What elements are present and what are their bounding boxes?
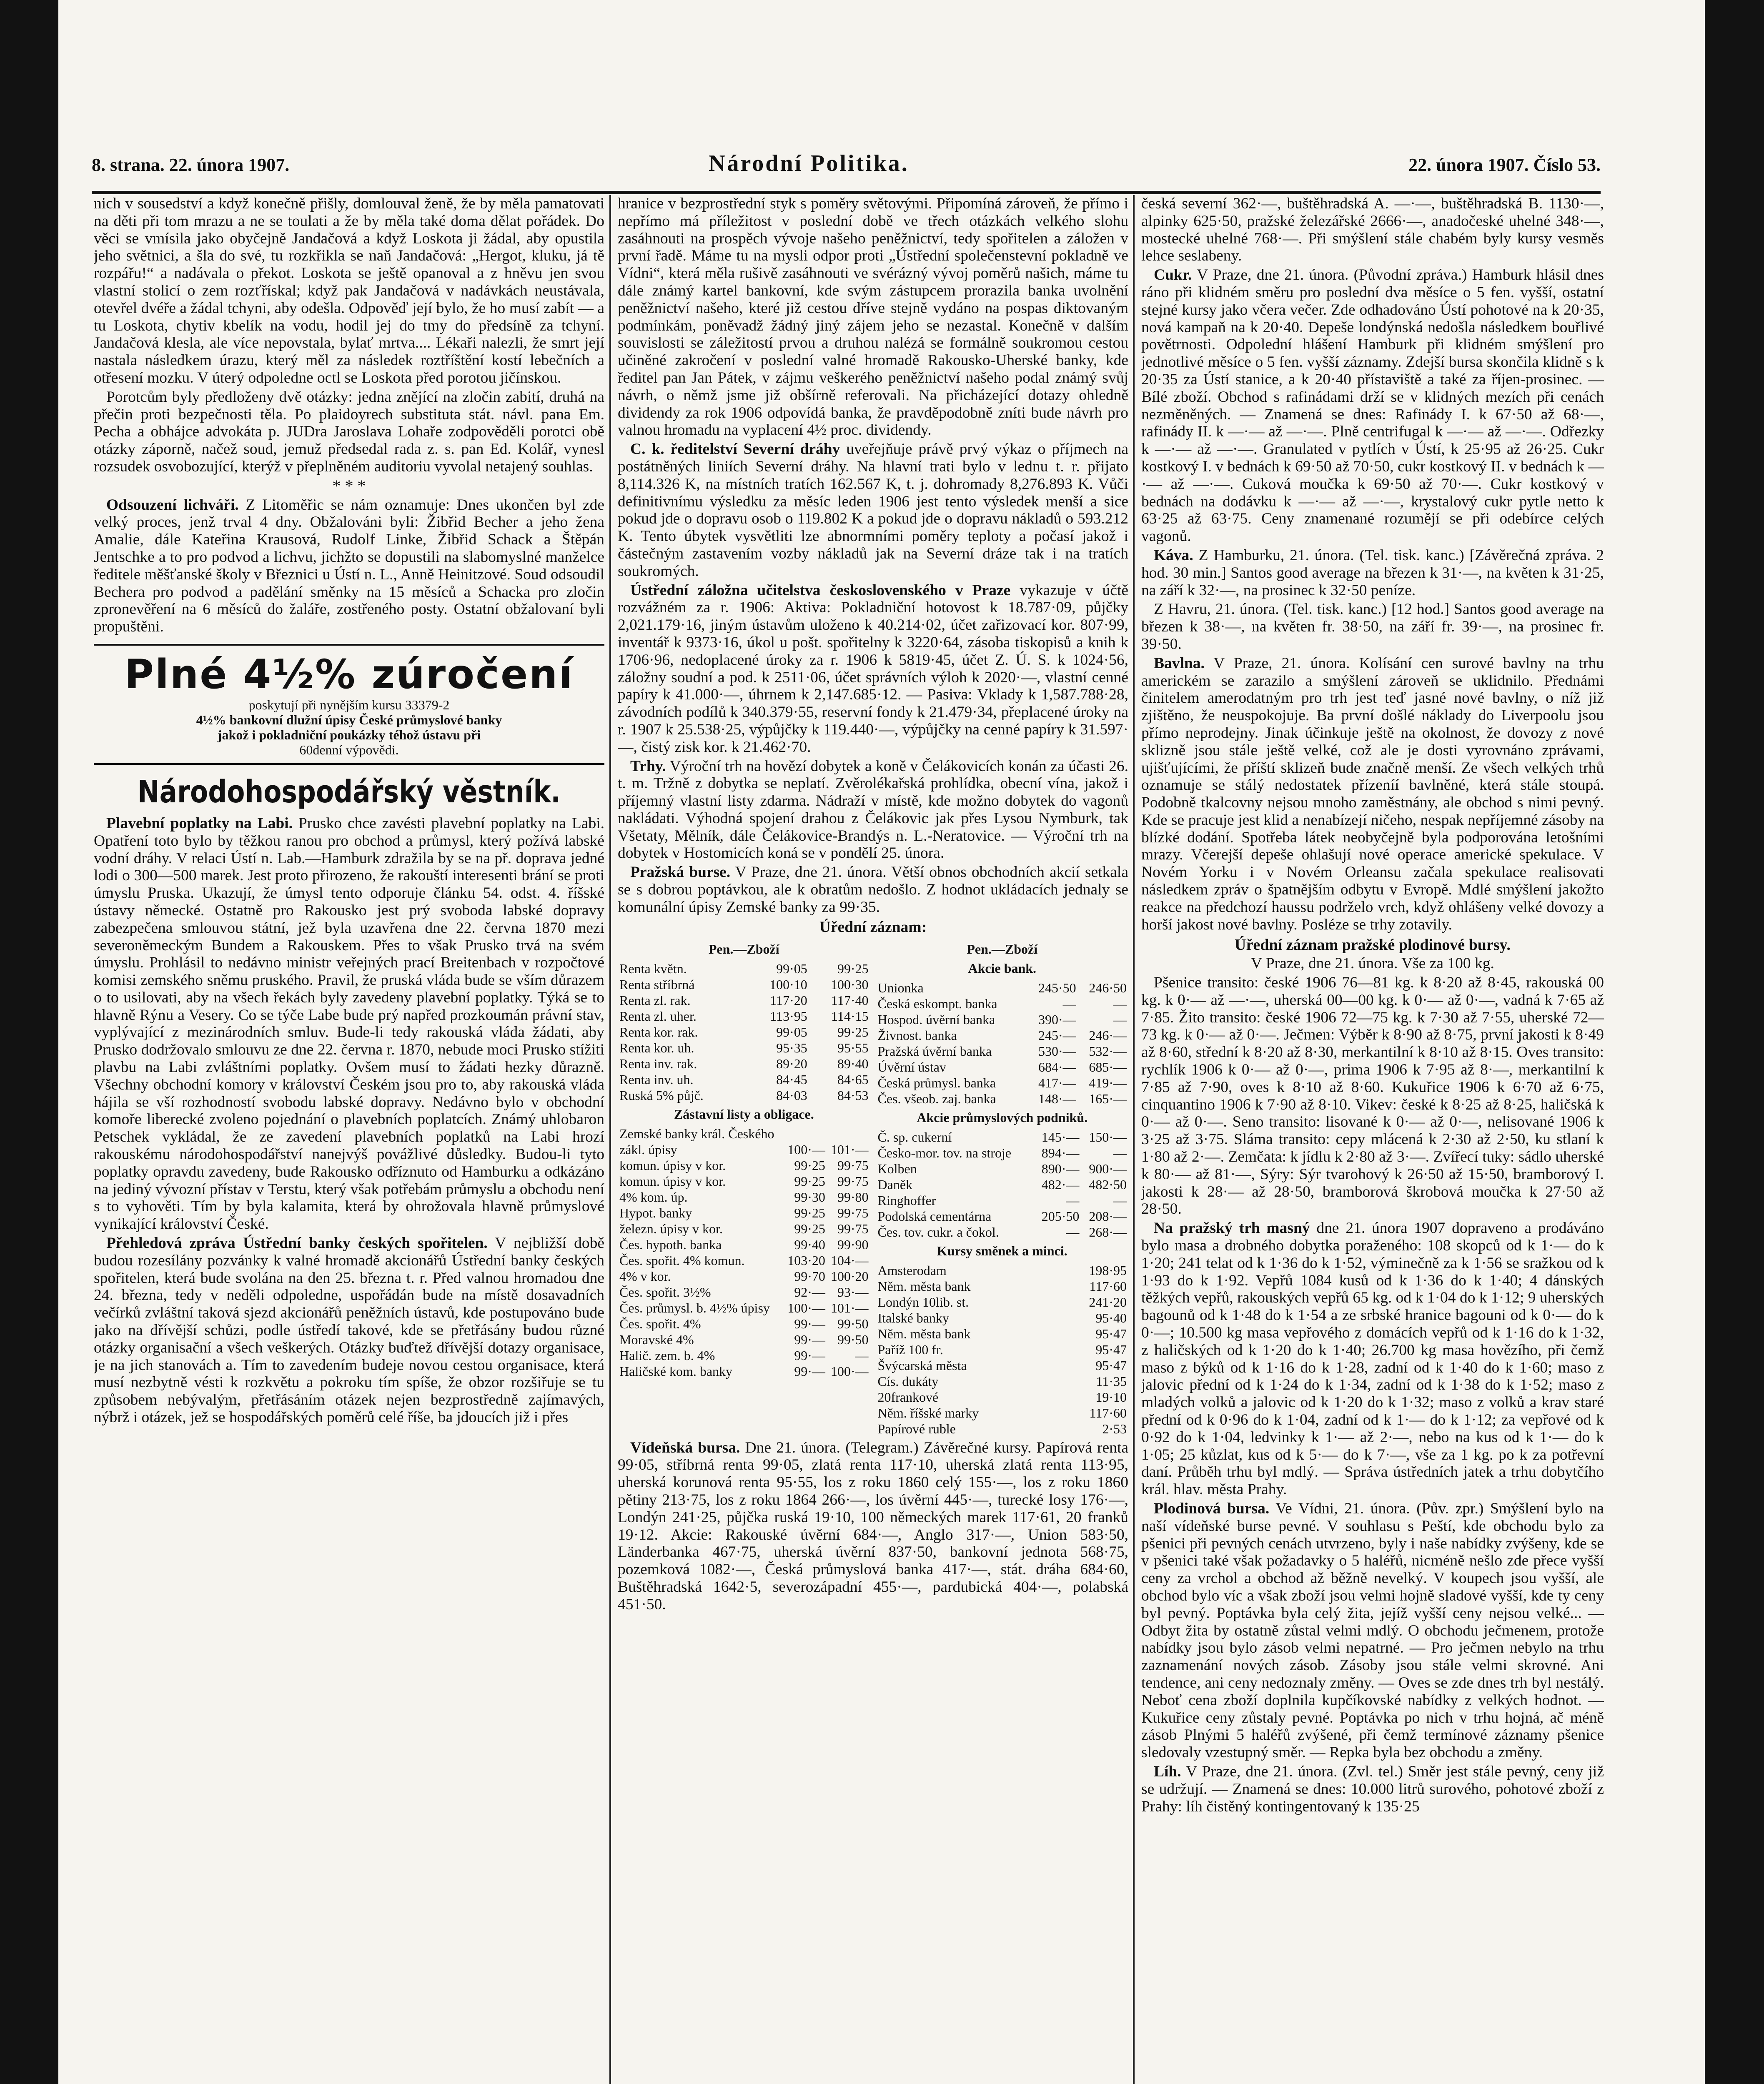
table-cell-value: 900·— [1089,1161,1127,1176]
table-cell-value: 99·05 [776,1024,807,1040]
table-row [876,1059,1129,1075]
table-row [876,1192,1129,1208]
table-row [618,1332,870,1348]
ad-line: 60denní výpovědi. [299,742,399,757]
table-cell-value: 92·— [794,1285,825,1300]
table-row [876,1421,1129,1437]
table-cell-value: 95·35 [776,1040,807,1056]
table-row [618,1237,870,1252]
table-cell-value: — [1113,1012,1127,1027]
table-cell-label: Renta inv. rak. [619,1056,697,1072]
table-cell-label: Renta kor. rak. [619,1024,698,1040]
table-cell-value: 99·05 [776,961,807,977]
table-cell-label: Papírové ruble [877,1421,956,1436]
column-divider [609,195,611,2084]
ad-line: 4½% bankovní dlužní úpisy České průmyslové banky [196,712,502,727]
table-cell-value: 99·25 [794,1158,825,1173]
table-row [876,1027,1129,1043]
article-paragraph: česká severní 362·—, buštěhradská A. —·—, buštěhradská B. 1130·—, alpinky 625·50, pražské železářské 2666·—, anadočeské uhelné 348·—, mostecké uhelné 768·—. Při smýšlení stále chabém byly kursy vesměs lehce seslabeny. [1141,195,1604,265]
table-cell-value: 100·— [830,1364,869,1379]
table-cell-value: 100·30 [830,977,869,992]
table-cell-value: 104·— [830,1253,869,1268]
table-cell-value: 148·— [1038,1091,1076,1107]
table-cell-value: 100·— [787,1142,825,1157]
table-cell-value: 95·47 [1095,1326,1127,1341]
bank-shares-table [876,980,1129,1107]
table-cell-value: 208·— [1089,1208,1127,1224]
article-paragraph: vykazuje v účtě rozvážném za r. 1906: Aktiva: Pokladniční hotovost k 18.787·09, půjčky 2,021.179·16, jiným ústavům uloženo k 40.214·02, účet zařizovací kor. 807·99, inventář k 9373·16, úkol u pošt. spořitelny k 3220·64, zásoba tiskopisů a knih k 1706·96, nedoplacené úroky za r. 1906 k 5819·45, účet Z. Ú. S. k 1024·56, záložny soudní a pod. k 2511·06, účet správních výloh k 2020·—, vlastní cenné papíry k 41.000·—, úhrnem k 2,147.685·12. — Pasiva: Vklady k 1,587.788·28, závodních podílů k 340.379·55, reservní fondy k 21.479·34, přeplacené úroky na r. 1907 k 25.538·25, výpůjčky k 119.440·—, výpůjčky na cenné papíry k 31.597·—, čistý zisk kor. k 21.462·70. [618,581,1128,756]
article-heading: Pražská burse. [630,864,731,881]
header-rule [92,191,1601,194]
table-row [876,1129,1129,1145]
table-cell-value: 99·— [794,1364,825,1379]
table-row [876,1224,1129,1240]
table-cell-value: 2·53 [1102,1421,1127,1436]
table-cell-label: Česká průmysl. banka [877,1075,996,1091]
article-heading: Na pražský trh masný [1154,1220,1310,1237]
column-1 [94,195,604,2084]
table-cell-label: Čes. všeob. zaj. banka [877,1091,996,1107]
table-cell-label: železn. úpisy v kor. [619,1221,723,1237]
table-cell-value: 99·50 [837,1316,869,1332]
table-cell-value: 99·25 [794,1221,825,1237]
rents-table [618,961,870,1103]
table-cell-value: 95·47 [1095,1342,1127,1357]
advertisement [94,644,604,765]
table-row [876,1389,1129,1405]
table-cell-label: Úvěrní ústav [877,1060,946,1075]
table-cell-value: 95·47 [1095,1358,1127,1373]
table-row [618,1268,870,1284]
table-cell-value: 245·50 [1038,980,1076,996]
table-cell-value: 100·20 [830,1269,869,1284]
table-cell-value: 103·20 [787,1253,825,1268]
table-cell-label: zákl. úpisy [619,1142,677,1157]
table-cell-value: 241·20 [1089,1294,1127,1310]
quotes-right [876,939,1129,1439]
table-row [618,992,870,1008]
table-subtitle: Akcie bank. [968,961,1037,976]
article-paragraph: Ve Vídni, 21. února. (Pův. zpr.) Smýšlení bylo na naší vídeňské burse pevné. V souhlasu s Peští, kde obchodu bylo za pšenici při pevných cenách utvrzeno, byly i naše nabídky zvýšeny, kde se v pšenici také však požadavky o 5 haléřů, nicméně nešlo zde přece vyšší ceny za vrchol a obchod až běžně nevelký. V koupech jsou vyšší, ale obchod bylo víc a však zboží jsou velmi hojně sladové vyšší, kde ty ceny byl pevný. Poptávka byla celý žita, jejíž vyšší ceny nejsou velké... — Odbyt žita by ostatně zůstal velmi mdlý. O obchodu ječmenem, protože nabídky jsou bylo zásob velmi nepatrné. — Pro ječmen nebylo na trhu zaznamenání nových zásob. Zásoby jsou stále velmi skrovné. Ani tendence, ani ceny nedoznaly změny. — Oves se zde dnes trh byl nestálý. Neboť cena zboží doplnila kupčíkovské nabídky z velkých hodnot. — Kukuřice ceny zůstaly pevné. Poptávka po nich v trhu hojná, ač méně zásob Plnými 5 haléřů zvýšené, při čemž termínové záznamy pšenice sledovaly vzestupný směr. — Repka byla bez obchodu a změny. [1141,1500,1604,1761]
table-row [876,1310,1129,1326]
table-row [618,1363,870,1379]
table-cell-label: Něm. města bank [877,1278,971,1294]
table-cell-value: 894·— [1041,1145,1080,1160]
article-heading: Plavební poplatky na Labi. [106,814,293,832]
table-cell-value: 99·25 [794,1174,825,1189]
table-row [876,1177,1129,1192]
article-heading: Líh. [1154,1763,1181,1780]
section-title: Národohospodářský věstník. [137,774,561,810]
table-cell-value: — [1113,1192,1127,1208]
table-cell-value: 117·60 [1089,1278,1127,1294]
article-paragraph: Z Litoměřic se nám oznamuje: Dnes ukončen byl zde velký proces, jenž trval 4 dny. Obžalováni byli: Žibřid Becher a jeho žena Amalie, dále Kateřina Krausová, Rudolf Linke, Žibřid Schack a Štěpán Jentschke a to pro podvod a lichvu, jichžto se dopustili na slabomyslné manželce ředitele měšťanské školy v Březnici u Ústí n. L., Anně Heinitzové. Soud odsoudil Bechera pro podvod a padělání směnky na 15 měsíců a Schacka pro zločin zpronevěření na 6 měsíců do žaláře, zostřeného posty. Ostatní obžalovaní byli propuštěni. [94,496,604,636]
table-cell-label: Italské banky [877,1310,949,1325]
table-cell-label: Živnost. banka [877,1028,957,1043]
table-cell-value [827,1126,870,1142]
table-row [618,1316,870,1332]
table-cell-value: 101·— [830,1142,869,1157]
table-row [618,1284,870,1300]
table-cell-value: 93·— [837,1285,869,1300]
column-3 [1141,195,1604,2084]
article-paragraph: Z Havru, 21. února. (Tel. tisk. kanc.) [12 hod.] Santos good average na březen k 38·—, na květen fr. 38·50, na září fr. 39·—, na prosinec fr. 39·50. [1141,601,1604,653]
table-cell-value: 99·25 [837,1024,869,1040]
table-cell-value: 11·35 [1096,1373,1127,1389]
quotation-tables [618,939,1128,1439]
exchange-rates-table [876,1262,1129,1437]
table-cell-value: 117·60 [1089,1405,1127,1420]
table-row [618,1173,870,1189]
table-cell-value: 246·— [1089,1028,1127,1043]
table-row [876,1262,1129,1278]
page-header [92,150,1601,188]
table-row [876,1326,1129,1342]
table-cell-value: 390·— [1038,1012,1076,1027]
table-cell-label: Renta květn. [619,961,687,977]
table-cell-label: Pražská úvěrní banka [877,1044,992,1059]
table-cell-value: 99·25 [794,1205,825,1221]
table-cell-value: 890·— [1041,1161,1080,1176]
table-cell-label: Renta zl. rak. [619,993,691,1008]
table-header: Pen.—Zboží [708,942,779,957]
table-cell-value: 99·90 [837,1237,869,1252]
table-cell-value: 417·— [1038,1075,1076,1091]
table-cell-label: Moravské 4% [619,1332,694,1348]
table-row [618,961,870,977]
table-cell-label: Podolská cementárna [877,1208,992,1224]
table-row [876,980,1129,996]
table-cell-value: 165·— [1089,1091,1127,1107]
table-header: Pen.—Zboží [967,942,1038,957]
table-cell-value: 99·75 [837,1205,869,1221]
table-cell-value: 99·70 [794,1269,825,1284]
table-cell-value: — [1066,1224,1080,1240]
ad-line: poskytují při nynějším kursu 33379-2 [248,697,450,712]
table-cell-label: komun. úpisy v kor. [619,1174,726,1189]
article-paragraph: V Praze, dne 21. února. Vše za 100 kg. [1251,955,1494,972]
article-heading: Ústřední záložna učitelstva československého v Praze [630,581,1011,599]
article-paragraph: Dne 21. února. (Telegram.) Závěrečné kursy. Papírová renta 99·05, stříbrná renta 99·05, zlatá renta 117·10, uherská zlatá renta 113·95, uherská korunová renta 95·55, los z roku 1860 celý 155·—, los z roku 1860 pětiny 213·75, los z roku 1864 266·—, los úvěrní 445·—, turecké losy 176·—, Londýn 241·25, půjčka ruská 19·10, 100 německých marek 117·61, 20 franků 19·12. Akcie: Rakouské úvěrní 684·—, Anglo 317·—, Union 583·50, Länderbanka 467·75, uherská úvěrní 837·50, bankovní jednota 568·75, pozemková 1082·—, Česká průmyslová banka 417·—, stát. dráha 684·60, Buštěhradská 1642·5, severozápadní 455·—, pardubická 404·—, polabská 451·50. [618,1439,1128,1613]
table-cell-label: Čes. hypoth. banka [619,1237,722,1252]
table-cell-label: Česká eskompt. banka [877,996,997,1012]
table-cell-label: Č. sp. cukerní [877,1129,952,1145]
article-paragraph: V Praze, dne 21. února. Větší obnos obchodních akcií setkala se s dobrou poptávkou, ale k obratům nedošlo. Z hodnot ukládacích jednaly se komunální úpisy Zemské banky za 99·35. [618,864,1128,916]
article-paragraph: Z Hamburku, 21. února. (Tel. tisk. kanc.) [Závěrečná zpráva. 2 hod. 30 min.] Santos good average na březen k 31·—, na květen k 31·25, na září k 32·—, na prosinec k 32·50 peníze. [1141,546,1604,599]
table-row [876,1405,1129,1421]
table-row [618,1008,870,1024]
table-cell-value: 113·95 [770,1009,807,1024]
article-paragraph: V Praze, dne 21. února. (Původní zpráva.) Hamburk hlásil dnes ráno při klidném směru pro poslední dva měsíce o 5 fen. vyšší, ostatní stejné kursy jako včera večer. Zde odhadováno Ústí pohotové na k 20·35, nová kampaň na k 20·40. Depeše londýnská nedošla následkem bouřlivé povětrnosti. Odpolední hlášení Hamburk při klidném smýšlení pro jednotlivé měsíce o 5 fen. vyšší záznamy. Zdejší bursa skončila klidně s k 20·35 za Ústí stanice, a k 20·40 přístaviště a také za říjen-prosinec. — Bílé zboží. Obchod s rafinádami drží se v klidných mezích při cenách nezměněných. — Znamená se dnes: Rafinády I. k 67·50 až 68·—, rafinády II. k —·— až —·—. Plně centrifugal k —·— až —·—. Odřezky k —·— až —·—. Granulated v pytlích v Ústí, k 25·95 až 26·25. Cukr kostkový I. v bednách k 69·50 až 70·50, cukr kostkový II. v bednách k —·— až —·—. Cuková moučka k 69·50 až 70·—. Cukr kostkový v bednách na dodávku k —·— až —·—, krystalový cukr pytle netto k 63·25 až 63·75. Ceny znamenané rozumějí se při odebírce celých vagonů. [1141,266,1604,545]
table-cell-value: 99·75 [837,1158,869,1173]
table-cell-label: Renta kor. uh. [619,1040,694,1056]
article-paragraph: Prusko chce zavésti plavební poplatky na Labi. Opatření toto bylo by těžkou ranou pro obchod a průmysl, který požívá labské vodní dráhy. V relaci Ústí n. Lab.—Hamburk zdražila by se na př. doprava jedné lodi o 300—500 marek. Jest proto přirozeno, že rakouští interesenti brání se proti úmyslu Pruska. Ukazují, že úmysl tento odporuje článku 54. odst. 4. říšské ústavy německé. Ostatně pro Rakousko jest prý svoboda labské dopravy zabezpečena smlouvou státní, jež byla uzavřena dne 22. června 1870 mezi severoněmeckým Bundem a Rakouskem. Přes to však Prusko trvá na svém úmyslu. Prohlásil to nedávno ministr veřejných prací Breitenbach v rozpočtové komisi zemského sněmu pruského. Pravil, že pruská vláda bude se vším důrazem o to usilovati, aby na všech řekách byly zavedeny plavební poplatky. Týká se to hlavně Rýnu a Vesery. Co se týče Labe bude prý napřed prozkoumán právní stav, vyplývající z mezinárodních smluv. Bude-li tedy rakouská vláda žádati, aby Prusko dodržovalo smlouvu ze dne 22. června r. 1870, nebude moci Prusko stížiti plavbu na Labi zvláštními poplatky. Ovšem musí to žádati hezky důrazně. Všechny obchodní komory v království Českém jsou pro to, aby rakouská vláda hájila se vší rozhodností svobodu labské dopravy. Nedávno bylo v obchodní komoře liberecké zvoleno pojednání o plavebních poplatcích. Známý uhlobaron Petschek vykládal, že ze zavedení plavebních poplatků na Labi hrozí rakouskému národohospodářství nanejvýš povážlivé důsledky. Budou-li tyto poplatky opravdu zavedeny, bude Rakousko odříznuto od Hamburku a odkázáno na jediný vývozní přístav v Terstu, který však potřebám průmyslu a obchodu není s to vyhověti. Tím by byla kalamita, která by ohrožovala hlavně průmyslové vynikající království České. [94,814,604,1233]
table-cell-label: 20frankové [877,1389,939,1405]
table-subtitle: Kursy směnek a minci. [937,1243,1067,1258]
table-row [618,1189,870,1205]
table-row [618,1221,870,1237]
table-cell-value: 268·— [1089,1224,1127,1240]
table-cell-label: Čes. tov. cukr. a čokol. [877,1224,999,1240]
table-row [618,1040,870,1056]
table-row [876,1358,1129,1373]
table-cell-value: 99·25 [837,961,869,977]
table-row [876,1208,1129,1224]
table-cell-label: Ringhoffer [877,1192,936,1208]
table-row [876,1278,1129,1294]
table-cell-label: Čes. spořit. 3½% [619,1285,711,1300]
table-cell-value: 100·10 [769,977,807,992]
table-cell-value: 95·55 [837,1040,869,1056]
table-cell-value: 100·— [787,1300,825,1316]
table-cell-value: 198·95 [1089,1262,1127,1278]
article-paragraph: dne 21. února 1907 dopraveno a prodáváno bylo masa a drobného dobytka poraženého: 108 skopců od k 1·— do k 1·20; 241 telat od k 1·36 do k 1·52, výminečně za k 1·56 se sražkou od k 1·93 do k 1·92. Vepřů 1084 kusů od k 1·36 do k 1·40; 4 dánských těžkých vepřů, rakouských vepřů 65 kg. od k 1·04 do k 1·12; 9 uherských bagounů od k 1·48 do k 1·54 a ze srbské hranice bagouni od k 0·— do k 0·—; 10.500 kg masa vepřového z domácích vepřů od k 1·16 do k 1·32, z haličských od k 1·20 do k 1·40; 26.700 kg masa hovězího, při čemž maso z býků od k 1·16 do k 1·28, zadní od k 1·40 do k 1·60; maso z jalovic přední od k 1·24 do k 1·34, zadní od k 1·38 do k 1·52; maso z mladých volků a jalovic od k 1·20 do k 1·32; maso z volků a krav staré přední od k 0·96 do k 1·04, zadní od k 1·— do k 1·12; za vepřové od k 0·92 do k 1·04, ledvinky k 1·— až 2·—, nebo na kus od k 1·— do k 1·05; 25 kůzlat, kus od k 5·— do k 7·—, vše za 1 kg. po k za potřevní daní. Průběh trhu byl mdlý. — Správa ústředních jatek a trhu dobytčího král. hlav. města Prahy. [1141,1220,1604,1498]
masthead: Národní Politika. [709,150,909,176]
table-cell-label: Čes. spořit. 4% [619,1316,701,1332]
table-title: Úřední záznam: [819,918,927,936]
table-subtitle: Zástavní listy a obligace. [674,1107,814,1122]
article-heading: Trhy. [630,757,666,775]
table-cell-value: 99·40 [794,1237,825,1252]
table-cell-value: — [1113,1145,1127,1160]
table-row [876,1043,1129,1059]
article-heading: Káva. [1154,546,1193,564]
header-right: 22. února 1907. Číslo 53. [1408,155,1601,175]
table-cell-label: Londýn 10lib. st. [877,1294,969,1310]
table-row [618,1126,870,1142]
article-paragraph: V Praze, 21. února. Kolísání cen surové bavlny na trhu americkém se zarazilo a smýšlení zároveň se uklidnilo. Přednámi činitelem amerodatným pro trh jest teď jasné nové bavlny, o níž již zjištěno, že neuspokojuje. Ba první došlé náklady do Liverpoolu jsou přímo neprodejny. Jinak účinkuje ještě na okolnost, že dovozy z nové sklizně jsou stále ještě velké, což ale je dosti vyrovnáno zprávami, ujišťujícími, že příští sklizeň bude značně menší. Ze všech velkých trhů oznamuje se stálý nedostatek přízeníí bavlněné, která stále stoupá. Podobně tkalcovny nejsou mnoho zaměstnány, ale obchod s nimi pevný. Kde se pracuje jest klid a nenabízejí ničeho, nespak nepříjemné zásoby na blízké dodání. Spotřeba látek neobyčejně byla podporována letošními mrazy. Včerejší depeše ohlašují nové operace americké spekulace. V Novém Yorku i v Novém Orleansu začala spekulace realisovati následkem zpráv o špatnějším odbytu v Evropě. Mdlé smýšlení jakožto reakce na předchozí haussu podrželo vrch, když ohlášeny velké dovozy a horší jakost nové bavlny. Posléze se trhy zotavily. [1141,654,1604,933]
table-cell-label: Čes. spořit. 4% komun. [619,1253,745,1268]
table-cell-label: Daněk [877,1177,913,1192]
table-cell-value: 530·— [1038,1044,1076,1059]
table-cell-value: 99·— [794,1348,825,1363]
table-cell-value: 84·03 [776,1088,807,1103]
table-cell-label: Zemské banky král. Českého [619,1126,774,1142]
separator-stars: * * * [332,476,366,495]
table-row [876,1075,1129,1091]
table-cell-value: 145·— [1041,1129,1080,1145]
table-cell-value: 482·— [1041,1177,1080,1192]
table-cell-value: 89·40 [837,1056,869,1072]
table-cell-value: 99·30 [794,1190,825,1205]
ad-line: jakož i pokladniční poukázky téhož ústavu při [217,727,481,742]
table-cell-label: Kolben [877,1161,917,1176]
table-cell-value: 685·— [1089,1060,1127,1075]
table-cell-label: Hospod. úvěrní banka [877,1012,995,1027]
article-paragraph: Výroční trh na hovězí dobytek a koně v Čelákovicích konán za účasti 26. t. m. Tržně z dobytka se neplatí. Zvěrolékařská prohlídka, obecní vína, jakož i příjemný vlastní listy zdarma. Nádraží v místě, kde možno dobytek do vagonů nakládati. Výhodná spojení drahou z Čelákovic jak přes Lysou Nymburk, tak Všetaty, Mělník, dále Čelákovice-Brandýs n. L.-Neratovice. — Výroční trh na dobytek v Hostomicích koná se v pondělí 25. února. [618,757,1128,862]
table-cell-label: Halič. zem. b. 4% [619,1348,715,1363]
table-cell-label: komun. úpisy v kor. [619,1158,726,1173]
article-heading: Odsouzení lichváři. [106,496,239,513]
table-cell-value: 117·20 [770,993,807,1008]
article-heading: Bavlna. [1154,654,1205,672]
bonds-table [618,1126,870,1379]
table-cell-value: 99·— [794,1316,825,1332]
article-heading: Přehledová zpráva Ústřední banky českých spořitelen. [106,1235,488,1252]
ad-headline: Plné 4½% zúročení [124,651,574,698]
table-cell-value: 205·50 [1041,1208,1080,1224]
table-row [876,1373,1129,1389]
table-cell-label: Renta inv. uh. [619,1072,694,1087]
table-cell-value: 482·50 [1089,1177,1127,1192]
article-paragraph: nich v sousedství a když konečně přišly, domlouval ženě, že by měla pamatovati na děti při tom mrazu a ne se toulati a že by měla také doma dělat pořádek. Do věci se vmísila jako obyčejně Jandačová a když Loskota ji žádal, aby opustila jeho světnici, a šla do své, tu rozkřikla se naň Jandačová: „Hergot, kluku, já tě rozpářu!“ a nadávala o překot. Loskota se ještě opanoval a z hněvu jen svou vlastní stolicí o zem rozťřískal; když pak Jandačová v nadávkách neustávala, otevřel dvéře a žádal tchyni, aby odešla. Odpověď její bylo, že ho musí zabít — a tu Loskota, chytiv kbelík na vodu, hodil jej do tmy do předsíně za tchyní. Jandačová klesla, ale více nepovstala, bylať mrtva.... Lékaři nalezli, že smrt její nastala následkem úrazu, který měl za následek roztříštění kostí lebečních a otřesení mozku. V úterý odpoledne octl se Loskota před porotou jičínskou. [94,195,604,386]
header-left: 8. strana. 22. února 1907. [92,155,290,175]
article-heading: Plodinová bursa. [1154,1500,1270,1517]
table-cell-value: 419·— [1089,1075,1127,1091]
table-cell-label: Amsterodam [877,1262,947,1278]
table-cell-label: Cís. dukáty [877,1373,939,1389]
table-cell-value: — [1066,1192,1080,1208]
table-cell-value: 532·— [1089,1044,1127,1059]
table-cell-value: 101·— [830,1300,869,1316]
table-cell-value: — [855,1348,869,1363]
industrial-shares-table [876,1129,1129,1240]
table-row [876,1091,1129,1107]
table-row [876,1012,1129,1027]
table-cell-value: 89·20 [776,1056,807,1072]
table-row [618,1056,870,1072]
table-row [618,1252,870,1268]
table-cell-label: Paříž 100 fr. [877,1342,943,1357]
table-cell-label: Něm. říšské marky [877,1405,979,1420]
table-cell-value: — [1113,996,1127,1012]
table-row [618,977,870,992]
article-paragraph: hranice v bezprostřední styk s poměry světovými. Připomíná zároveň, že přímo i nepřímo má příležitost v poslední době ve třech otázkách velkého slohu zasáhnouti na prospěch vývoje našeho peněžnictví, tedy spořitelen a záložen v první řadě. Máme tu na mysli odpor proti „Ústřední společenstevní pokladně ve Vídni“, která měla rušivě zasáhnouti ve svérázný vývoj poměrů našich, máme tu dále známý kartel bankovní, kde svým zástupcem prorazila banka uvolnění peněžnictví našeho, které již cestou dříve stejně vydáno na pospas diktovaným podmínkám, poněvadž žádný jiný zájem jeho se nezastal. Konečně v dalším souvislosti se záležitostí prvou a druhou nalézá se formálně soukromou cestou učiněné zakročení v poslední valné hromadě Rakousko-Uherské banky, kde ředitel pan Jan Pátek, v zájmu veškerého peněžnictví našeho podal známý svůj návrh, o němž jsme již obšírně referovali. Na přicházející dotazy ohledně dividendy za rok 1906 odpovídá banka, že pravděpodobně zníti bude návrh pro valnou hromadu na vyplacení 4½ proc. dividendy. [618,195,1128,439]
table-cell-label: Haličské kom. banky [619,1364,733,1379]
table-cell-label: 4% kom. úp. [619,1190,688,1205]
table-cell-value: — [1062,996,1076,1012]
table-cell-value: 684·— [1038,1060,1076,1075]
table-cell-value: 117·40 [831,993,869,1008]
table-row [618,1348,870,1363]
table-cell-label: Renta zl. uher. [619,1009,697,1024]
column-divider [1133,195,1135,2084]
table-row [618,1157,870,1173]
table-cell-label: 4% v kor. [619,1269,671,1284]
table-row [618,1142,870,1157]
table-cell-value: 150·— [1089,1129,1127,1145]
article-paragraph: uveřejňuje právě prvý výkaz o příjmech na postátněných liniích Severní dráhy. Na hlavní trati bylo v lednu t. r. přijato 8,114.326 K, na místních tratích 162.567 K, t. j. dohromady 8,276.893 K. Vůči definitivnímu výsledku za měsíc leden 1906 jest tento výsledek menší a sice pokud jde o dopravu osob o 119.802 K a pokud jde o dopravu nákladů o 593.212 K. Tento úbytek vysvětliti lze abnormními poměry teploty a počasí jakož i částečným zastavením vozby nákladů jak na Severní dráze tak i na tratích soukromých. [618,441,1128,580]
table-cell-value: 246·50 [1089,980,1127,996]
table-cell-label: Čes. průmysl. b. 4½% úpisy [619,1300,770,1316]
table-cell-value: 84·53 [837,1088,869,1103]
article-heading: Vídeňská bursa. [630,1439,740,1456]
table-row [618,1300,870,1316]
table-cell-value: 84·65 [837,1072,869,1087]
table-cell-label: Česko-mor. tov. na stroje [877,1145,1012,1160]
article-heading: Úřední záznam pražské plodinové bursy. [1235,936,1511,954]
table-cell-label: Švýcarská města [877,1358,967,1373]
table-row [618,1024,870,1040]
article-paragraph: Pšenice transito: české 1906 76—81 kg. k 8·20 až 8·45, rakouská 00 kg. k 0·— až —·—, uherská 00—00 kg. k 0·— až 0·—, vadná k 7·65 až 7·85. Žito transito: české 1906 72—75 kg. k 7·30 až 7·55, uherské 72—73 kg. k 0·— až 0·—. Ječmen: Výběr k 8·90 až 8·75, první jakosti k 8·49 až 8·60, střední k 8·20 až 8·30, merkantilní k 8·10 až 8·15. Oves transito: rychlík 1906 k 0·— až 0·—, prima 1906 k 7·95 až 8·—, merkantilní k 7·85 až 7·90, oves k 8·10 až 8·60. Kukuřice 1906 k 6·70 až 6·75, cinquantino 1906 k 7·90 až 8·10. Vikev: české k 8·25 až 8·25, haličská k 0·— až 0·—. Seno transito: lisované k 0·— až 0·—, nelisované 1906 k 3·25 až 3·75. Sláma transito: cepy mlácená k 2·30 až 2·50, ku stlaní k 1·80 až 2·—. Zemčata: k jídlu k 2·80 až 3·—. Zvířecí tuky: sádlo uherské k 80·— až 81·—, Sýry: Sýr tvarohový k 26·50 až 15·50, bramborový I. jakosti k 28·— až 28·50, bramborová škrobová moučka k 27·50 až 28·50. [1141,974,1604,1218]
table-row [876,996,1129,1012]
column-2 [618,195,1128,2084]
table-row [618,1072,870,1087]
table-cell-label: Hypot. banky [619,1205,692,1221]
table-row [876,1145,1129,1161]
article-heading: Cukr. [1154,266,1192,284]
table-cell-label: Ruská 5% půjč. [619,1088,704,1103]
article-heading: C. k. ředitelství Severní dráhy [630,441,840,458]
table-cell-value: 99·— [794,1332,825,1348]
table-row [876,1161,1129,1177]
article-paragraph: Porotcům byly předloženy dvě otázky: jedna znějící na zločin zabití, druhá na přečin proti bezpečnosti těla. Po plaidoyrech substituta stát. návl. pana Em. Pecha a obhájce advokáta p. JUDra Jaroslava Lohaře zodpověděli porotci obě otázky záporně, načež soud, jemuž předsedal rada z. s. pan Ed. Kolář, vynesl rozsudek osvobozující, kterýž v přeplněném auditoriu vyvolal netajený souhlas. [94,388,604,475]
quotes-left [618,939,870,1439]
table-cell-value: 99·75 [837,1221,869,1237]
table-row [876,1342,1129,1358]
table-cell-label: Unionka [877,980,924,996]
table-row [618,1087,870,1103]
table-cell-label: Renta stříbrná [619,977,695,992]
table-cell-value: 99·50 [837,1332,869,1348]
table-cell-label: Něm. města bank [877,1326,971,1341]
table-cell-value: 84·45 [776,1072,807,1087]
table-cell-value: 245·— [1038,1028,1076,1043]
table-row [876,1294,1129,1310]
table-cell-value: 99·75 [837,1174,869,1189]
table-cell-value: 19·10 [1095,1389,1127,1405]
article-paragraph: V Praze, dne 21. února. (Zvl. tel.) Směr jest stále pevný, ceny již se udržují. — Znamená se dnes: 10.000 litrů surového, pohotové zboží z Prahy: líh čistěný kontingentovaný k 135·25 [1141,1763,1604,1815]
table-cell-value: 95·40 [1095,1310,1127,1325]
table-subtitle: Akcie průmyslových podniků. [917,1110,1088,1125]
article-paragraph: V nejbližší době budou rozesílány pozvánky k valné hromadě akcionářů Ústřední banky českých spořitelen, která bude svolána na den 25. března t. r. Před valnou hromadou dne 24. března, tedy v neděli odpoledne, uspořádán bude na místě dosavadních večírků zvláštní taková sjezd akcionářů peněžních ústavů, kde postupováno bude jako na dřívější schůzi, podle ústředí takové, kde se přetřásány budou různé otázky organisační a všech veškerých. Otázky buďtež dřívější dotazy organisace, je na jich stanovách a. Tím to zavedením budeje novou cestou organisace, která musí nezbytně vésti k rozkvětu a pokroku tím spíše, že obzor rozšiřuje se tu způsobem nebývalým, přetřásáním otázek nejen bezprostředně zajímavých, nýbrž i otázek, jež se hospodářských poměrů celé říše, ba jdoucích již i přes [94,1235,604,1426]
table-cell-value: 114·15 [831,1009,869,1024]
table-row [618,1205,870,1221]
table-cell-value: 99·80 [837,1190,869,1205]
table-cell-value [784,1126,827,1142]
